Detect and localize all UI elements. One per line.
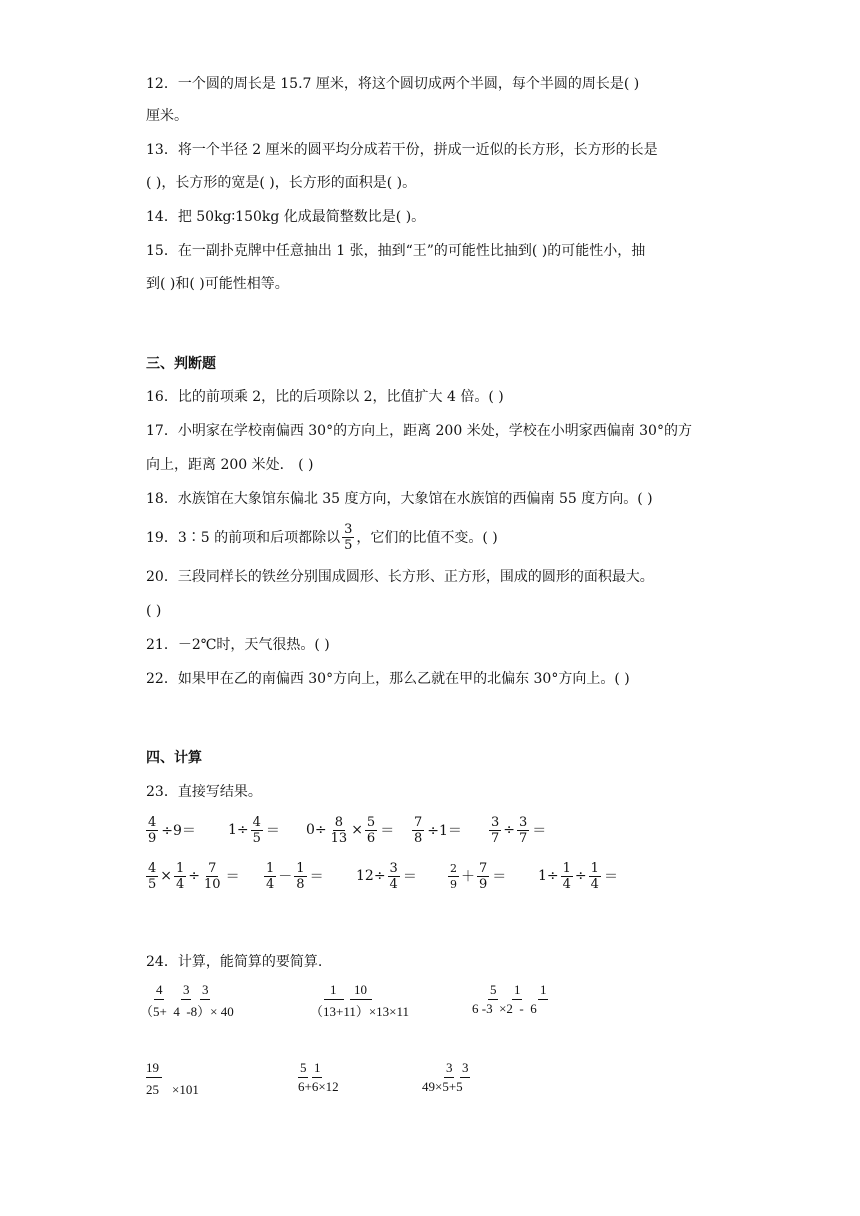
section-calc-title: 四、计算 [146, 750, 202, 766]
expr-23-4: $\frac{7}{8}$ ÷1＝ [414, 814, 462, 846]
expr-23-5: $\frac{3}{7}$ ÷ $\frac{3}{7}$ ＝ [491, 814, 547, 846]
expr-23-2: 1÷ $\frac{4}{5}$ ＝ [228, 814, 280, 846]
question-17-line2: 向上，距离 200 米处． ( ) [146, 457, 314, 473]
question-22: 22．如果甲在乙的南偏西 30°方向上，那么乙就在甲的北偏东 30°方向上。( ) [146, 671, 630, 687]
question-17-line1: 17．小明家在学校南偏西 30°的方向上，距离 200 米处，学校在小明家西偏南 30°的方 [146, 423, 692, 439]
expr-23-7: $\frac{1}{4}$ － $\frac{1}{8}$ ＝ [266, 860, 324, 892]
fraction: $\frac{1}{4}$ [562, 860, 571, 892]
question-19-post: ，它们的比值不变。( ) [356, 530, 498, 546]
question-20-line2: ( ) [146, 603, 162, 619]
expr-24-3: 5 1 1 6 -3 ×2 - 6 [472, 982, 547, 1016]
question-15-line1: 15．在一副扑克牌中任意抽出 1 张，抽到“王”的可能性比抽到( )的可能性小，抽 [146, 243, 646, 259]
expr-23-6: $\frac{4}{5}$ × $\frac{1}{4}$ ÷ $\frac{7}{10}$ ＝ [148, 860, 240, 892]
question-16: 16．比的前项乘 2，比的后项除以 2，比值扩大 4 倍。( ) [146, 389, 504, 405]
question-15-line2: 到( )和( )可能性相等。 [146, 276, 289, 292]
expr-24-2: 1 10 （13+11）×13×11 [310, 982, 410, 1019]
question-14: 14．把 50kg∶150kg 化成最简整数比是( )。 [146, 209, 426, 225]
expr-23-9: $\frac{2}{9}$ ＋ $\frac{7}{9}$ ＝ [450, 860, 507, 892]
fraction: $\frac{1}{8}$ [296, 860, 305, 892]
fraction: $\frac{1}{4}$ [590, 860, 599, 892]
expr-24-5: 5 1 6+6×12 [298, 1060, 339, 1094]
question-13-line1: 13．将一个半径 2 厘米的圆平均分成若干份，拼成一近似的长方形，长方形的长是 [146, 142, 658, 158]
fraction: $\frac{3}{4}$ [389, 860, 398, 892]
fraction: $\frac{4}{5}$ [252, 814, 261, 846]
fraction: $\frac{1}{4}$ [176, 860, 185, 892]
fraction: $\frac{7}{9}$ [479, 860, 488, 892]
fraction: $\frac{3}{7}$ [491, 814, 500, 846]
fraction: $\frac{7}{10}$ [204, 860, 221, 892]
fraction: $\frac{8}{13}$ [330, 814, 348, 846]
question-19 [146, 517, 498, 557]
expr-24-1: 4 3 3 （5+ 4 -8）× 40 [140, 982, 234, 1019]
question-13-line2: ( )，长方形的宽是( )，长方形的面积是( )。 [146, 175, 417, 191]
numerator: 3 [344, 521, 353, 537]
question-18: 18．水族馆在大象馆东偏北 35 度方向，大象馆在水族馆的西偏南 55 度方向。( ) [146, 491, 653, 507]
question-12-line2: 厘米。 [146, 108, 188, 124]
fraction: $\frac{7}{8}$ [414, 814, 423, 846]
denominator: 5 [344, 537, 353, 553]
expr-23-10: 1÷ $\frac{1}{4}$ ÷ $\frac{1}{4}$ ＝ [538, 860, 618, 892]
fraction: $\frac{5}{6}$ [366, 814, 376, 846]
expr-23-3: 0÷ $\frac{8}{13}$ × $\frac{5}{6}$ ＝ [306, 814, 395, 846]
fraction: $\frac{3}{7}$ [519, 814, 528, 846]
question-23: 23．直接写结果。 [146, 784, 262, 800]
fraction: $\frac{4}{9}$ [148, 814, 157, 846]
expr-24-6: 3 3 49×5+5 [422, 1060, 469, 1094]
expr-24-4: 19 25 ×101 [146, 1060, 199, 1097]
question-21: 21．－2℃时，天气很热。( ) [146, 637, 330, 653]
question-20-line1: 20．三段同样长的铁丝分别围成圆形、长方形、正方形，围成的圆形的面积最大。 [146, 569, 654, 585]
question-24: 24．计算，能简算的要简算. [146, 954, 323, 970]
fraction: $\frac{4}{5}$ [148, 860, 157, 892]
section-judge-title: 三、判断题 [146, 356, 216, 372]
question-19-pre: 19．3∶5 的前项和后项都除以 [146, 530, 341, 546]
fraction: $\frac{2}{9}$ [450, 861, 457, 891]
fraction [342, 522, 354, 553]
expr-23-1: $\frac{4}{9}$ ÷9＝ [148, 814, 196, 846]
fraction: $\frac{1}{4}$ [266, 860, 275, 892]
question-12-line1: 12．一个圆的周长是 15.7 厘米，将这个圆切成两个半圆，每个半圆的周长是( ) [146, 76, 640, 92]
expr-23-8: 12÷ $\frac{3}{4}$ ＝ [356, 860, 417, 892]
